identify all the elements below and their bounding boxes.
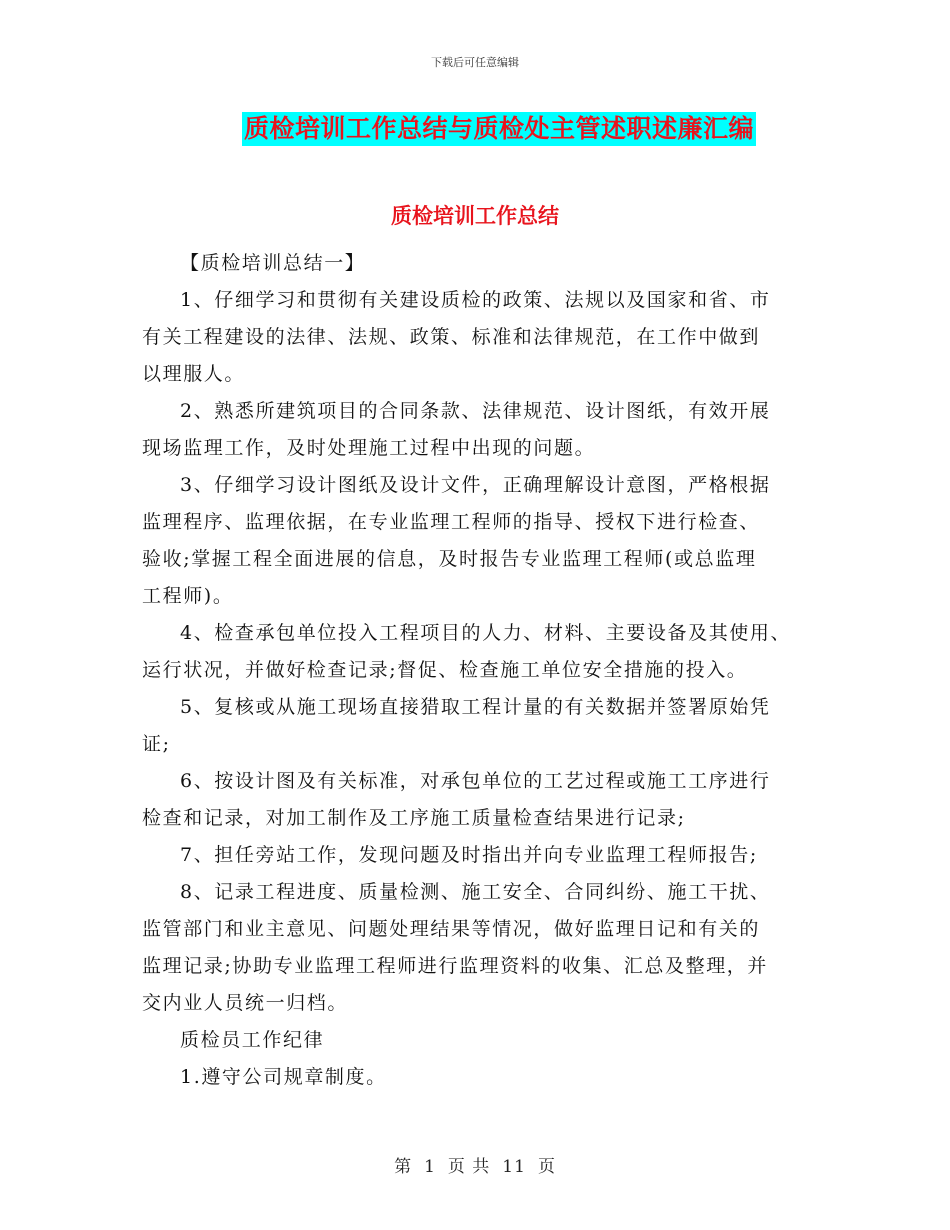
paragraph-line: 5、复核或从施工现场直接猎取工程计量的有关数据并签署原始凭 — [180, 696, 771, 718]
paragraph-line: 验收;掌握工程全面进展的信息，及时报告专业监理工程师(或总监理 — [142, 548, 757, 570]
paragraph-line: 工程师)。 — [142, 585, 234, 607]
paragraph-line: 监理记录;协助专业监理工程师进行监理资料的收集、汇总及整理，并 — [142, 955, 769, 977]
paragraph-line: 4、检查承包单位投入工程项目的人力、材料、主要设备及其使用、 — [180, 622, 792, 644]
paragraph-line: 3、仔细学习设计图纸及设计文件，正确理解设计意图，严格根据 — [180, 474, 771, 496]
paragraph-line: 1.遵守公司规章制度。 — [180, 1066, 387, 1088]
paragraph-line: 证; — [142, 733, 171, 755]
page-footer — [0, 1152, 950, 1177]
doc-title: 质检培训工作总结与质检处主管述职述廉汇编 — [242, 112, 756, 146]
footer-page-number: 1 — [424, 1157, 436, 1177]
paragraph-line: 1、仔细学习和贯彻有关建设质检的政策、法规以及国家和省、市 — [180, 289, 771, 311]
footer-suffix: 页 — [537, 1157, 556, 1177]
document-body — [142, 245, 822, 1096]
paragraph-line: 运行状况，并做好检查记录;督促、检查施工单位安全措施的投入。 — [142, 659, 748, 681]
footer-prefix: 第 — [394, 1157, 413, 1177]
footer-middle: 页 共 — [447, 1157, 491, 1177]
paragraph-line: 现场监理工作，及时处理施工过程中出现的问题。 — [142, 437, 596, 459]
paragraph-line: 2、熟悉所建筑项目的合同条款、法律规范、设计图纸，有效开展 — [180, 400, 771, 422]
paragraph-line: 【质检培训总结一】 — [180, 252, 366, 274]
paragraph-line: 监理程序、监理依据，在专业监理工程师的指导、授权下进行检查、 — [142, 511, 761, 533]
paragraph-line: 以理服人。 — [142, 363, 246, 385]
footer-total-pages: 11 — [502, 1157, 526, 1177]
section-title: 质检培训工作总结 — [391, 203, 559, 228]
paragraph-line: 8、记录工程进度、质量检测、施工安全、合同纠纷、施工干扰、 — [180, 881, 771, 903]
paragraph-line: 7、担任旁站工作，发现问题及时指出并向专业监理工程师报告; — [180, 844, 758, 866]
paragraph-line: 质检员工作纪律 — [180, 1029, 325, 1051]
header-note: 下载后可任意编辑 — [431, 56, 519, 69]
paragraph-line: 监管部门和业主意见、问题处理结果等情况，做好监理日记和有关的 — [142, 918, 761, 940]
paragraph-line: 6、按设计图及有关标准，对承包单位的工艺过程或施工工序进行 — [180, 770, 771, 792]
doc-title-container — [0, 112, 950, 146]
paragraph-line: 交内业人员统一归档。 — [142, 992, 349, 1014]
paragraph-line: 检查和记录，对加工制作及工序施工质量检查结果进行记录; — [142, 807, 686, 829]
paragraph-line: 有关工程建设的法律、法规、政策、标准和法律规范，在工作中做到 — [142, 326, 761, 348]
